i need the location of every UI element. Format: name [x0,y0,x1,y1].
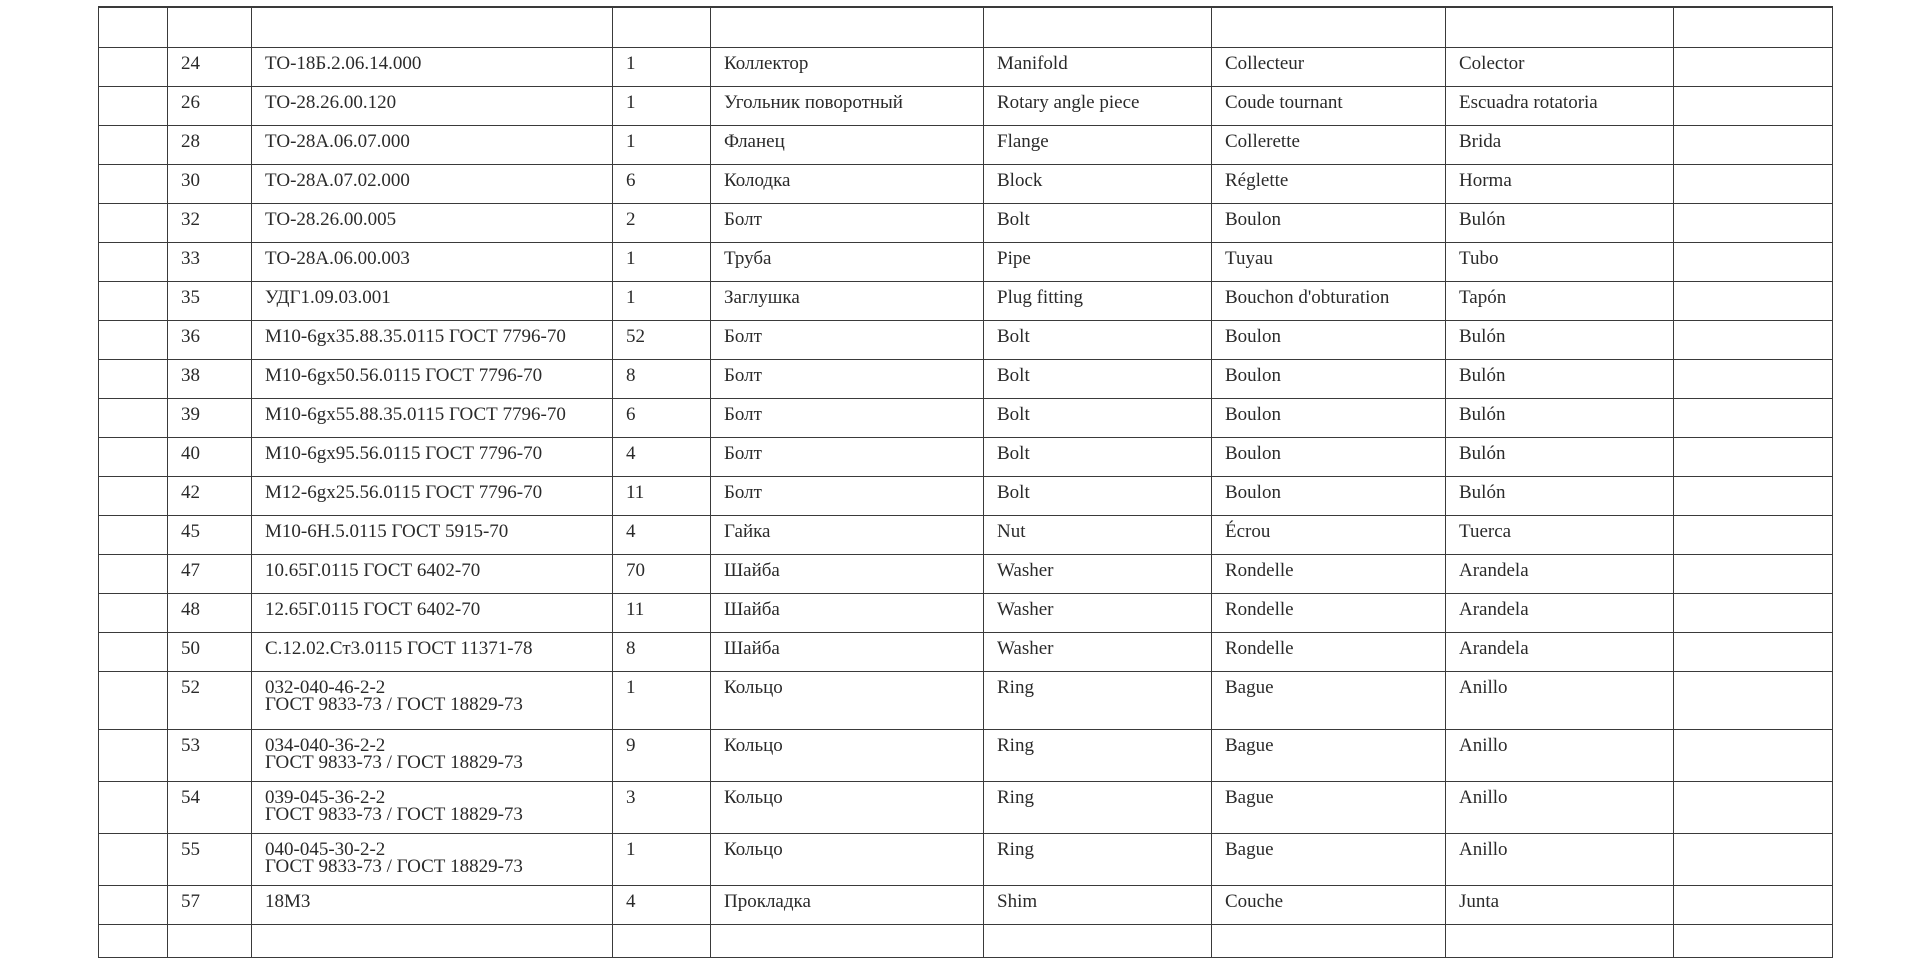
designation-line: М10-6gх55.88.35.0115 ГОСТ 7796-70 [265,403,566,425]
table-row [99,320,1833,359]
margin-cell [99,125,168,164]
name-en-cell: Bolt [984,437,1212,476]
table-row [99,885,1833,924]
notes-cell [1674,242,1833,281]
name-fr-cell: Bague [1212,781,1446,833]
name-es-cell: Brida [1446,125,1674,164]
position-cell: 57 [168,885,252,924]
quantity-cell: 1 [613,833,711,885]
margin-cell [99,86,168,125]
name-en-cell: Bolt [984,359,1212,398]
designation-cell [252,781,613,833]
notes-cell [1674,729,1833,781]
quantity-cell [613,924,711,957]
position-cell: 35 [168,281,252,320]
margin-cell [99,203,168,242]
margin-cell [99,164,168,203]
quantity-cell: 1 [613,47,711,86]
position-cell: 26 [168,86,252,125]
name-es-cell: Arandela [1446,554,1674,593]
designation-line: 034-040-36-2-2 [265,734,386,756]
designation-line: ГОСТ 9833-73 / ГОСТ 18829-73 [265,751,523,773]
table-row [99,86,1833,125]
name-ru-cell: Болт [711,437,984,476]
name-ru-cell: Болт [711,203,984,242]
name-es-cell: Arandela [1446,632,1674,671]
designation-cell [252,729,613,781]
name-en-cell: Plug fitting [984,281,1212,320]
designation-line: ГОСТ 9833-73 / ГОСТ 18829-73 [265,803,523,825]
position-cell: 45 [168,515,252,554]
designation-line: 040-045-30-2-2 [265,838,386,860]
margin-cell [99,924,168,957]
table-row [99,7,1833,47]
notes-cell [1674,320,1833,359]
name-fr-cell: Rondelle [1212,593,1446,632]
quantity-cell: 9 [613,729,711,781]
position-cell [168,924,252,957]
name-ru-cell: Шайба [711,554,984,593]
quantity-cell: 52 [613,320,711,359]
quantity-cell: 1 [613,242,711,281]
notes-cell [1674,554,1833,593]
designation-line: УДГ1.09.03.001 [265,286,391,308]
designation-line: М10-6gх50.56.0115 ГОСТ 7796-70 [265,364,543,386]
designation-line: ГОСТ 9833-73 / ГОСТ 18829-73 [265,693,523,715]
name-en-cell: Manifold [984,47,1212,86]
name-en-cell: Pipe [984,242,1212,281]
table-row [99,47,1833,86]
notes-cell [1674,281,1833,320]
position-cell: 39 [168,398,252,437]
table-row [99,632,1833,671]
name-ru-cell: Кольцо [711,781,984,833]
name-es-cell: Bulón [1446,359,1674,398]
name-es-cell: Horma [1446,164,1674,203]
position-cell: 52 [168,671,252,729]
margin-cell [99,593,168,632]
margin-cell [99,398,168,437]
table-row [99,515,1833,554]
margin-cell [99,281,168,320]
name-ru-cell: Угольник поворотный [711,86,984,125]
name-fr-cell: Couche [1212,885,1446,924]
designation-cell [252,164,613,203]
notes-cell [1674,47,1833,86]
notes-cell [1674,398,1833,437]
margin-cell [99,885,168,924]
designation-line: М10-6Н.5.0115 ГОСТ 5915-70 [265,520,509,542]
name-fr-cell: Rondelle [1212,632,1446,671]
designation-cell [252,885,613,924]
name-ru-cell: Фланец [711,125,984,164]
name-ru-cell [711,924,984,957]
name-ru-cell: Прокладка [711,885,984,924]
designation-line: 18М3 [265,890,311,912]
position-cell: 48 [168,593,252,632]
designation-cell [252,125,613,164]
margin-cell [99,554,168,593]
name-fr-cell: Boulon [1212,398,1446,437]
name-fr-cell: Collerette [1212,125,1446,164]
name-fr-cell: Boulon [1212,320,1446,359]
quantity-cell: 2 [613,203,711,242]
designation-line: 10.65Г.0115 ГОСТ 6402-70 [265,559,481,581]
quantity-cell: 8 [613,359,711,398]
table-row [99,729,1833,781]
designation-cell [252,242,613,281]
parts-table-body [99,7,1833,957]
designation-cell [252,632,613,671]
quantity-cell: 1 [613,125,711,164]
margin-cell [99,437,168,476]
quantity-cell: 4 [613,515,711,554]
table-row [99,437,1833,476]
notes-cell [1674,885,1833,924]
margin-cell [99,7,168,47]
name-fr-cell: Boulon [1212,476,1446,515]
quantity-cell: 70 [613,554,711,593]
quantity-cell: 4 [613,437,711,476]
margin-cell [99,476,168,515]
designation-cell [252,47,613,86]
name-ru-cell: Заглушка [711,281,984,320]
name-ru-cell: Болт [711,398,984,437]
designation-line: 032-040-46-2-2 [265,676,386,698]
notes-cell [1674,924,1833,957]
notes-cell [1674,125,1833,164]
margin-cell [99,242,168,281]
name-ru-cell: Коллектор [711,47,984,86]
margin-cell [99,320,168,359]
table-row [99,554,1833,593]
name-en-cell: Ring [984,833,1212,885]
name-en-cell: Washer [984,554,1212,593]
name-es-cell: Anillo [1446,671,1674,729]
margin-cell [99,781,168,833]
position-cell: 28 [168,125,252,164]
designation-cell [252,359,613,398]
designation-line: ТО-28А.06.07.000 [265,130,410,152]
name-en-cell [984,7,1212,47]
quantity-cell: 11 [613,476,711,515]
designation-line: ТО-28А.07.02.000 [265,169,410,191]
notes-cell [1674,359,1833,398]
designation-line: ТО-28.26.00.120 [265,91,397,113]
name-fr-cell [1212,924,1446,957]
designation-line: ГОСТ 9833-73 / ГОСТ 18829-73 [265,855,523,877]
position-cell: 54 [168,781,252,833]
table-row [99,924,1833,957]
name-ru-cell: Кольцо [711,729,984,781]
designation-cell [252,833,613,885]
position-cell: 33 [168,242,252,281]
position-cell: 50 [168,632,252,671]
margin-cell [99,833,168,885]
designation-line: С.12.02.Ст3.0115 ГОСТ 11371-78 [265,637,533,659]
name-es-cell: Bulón [1446,437,1674,476]
designation-line: М10-6gх95.56.0115 ГОСТ 7796-70 [265,442,543,464]
table-row [99,125,1833,164]
notes-cell [1674,7,1833,47]
name-ru-cell: Кольцо [711,671,984,729]
designation-line: М10-6gх35.88.35.0115 ГОСТ 7796-70 [265,325,566,347]
designation-line: 039-045-36-2-2 [265,786,386,808]
designation-line: М12-6gх25.56.0115 ГОСТ 7796-70 [265,481,543,503]
quantity-cell: 1 [613,671,711,729]
quantity-cell: 1 [613,86,711,125]
name-ru-cell: Колодка [711,164,984,203]
designation-cell [252,320,613,359]
notes-cell [1674,476,1833,515]
name-en-cell: Nut [984,515,1212,554]
name-en-cell: Washer [984,632,1212,671]
position-cell: 55 [168,833,252,885]
name-fr-cell: Bague [1212,671,1446,729]
name-ru-cell: Кольцо [711,833,984,885]
designation-line: ТО-18Б.2.06.14.000 [265,52,422,74]
margin-cell [99,47,168,86]
notes-cell [1674,833,1833,885]
table-row [99,281,1833,320]
name-ru-cell: Шайба [711,632,984,671]
table-row [99,359,1833,398]
designation-cell [252,398,613,437]
name-es-cell: Escuadra rotatoria [1446,86,1674,125]
designation-line: ТО-28.26.00.005 [265,208,397,230]
name-ru-cell [711,7,984,47]
name-en-cell: Bolt [984,476,1212,515]
name-en-cell: Bolt [984,320,1212,359]
quantity-cell: 3 [613,781,711,833]
table-row [99,593,1833,632]
name-es-cell: Anillo [1446,781,1674,833]
margin-cell [99,632,168,671]
name-fr-cell: Réglette [1212,164,1446,203]
name-es-cell: Anillo [1446,833,1674,885]
table-row [99,242,1833,281]
name-fr-cell: Rondelle [1212,554,1446,593]
notes-cell [1674,593,1833,632]
position-cell: 47 [168,554,252,593]
position-cell: 24 [168,47,252,86]
name-fr-cell: Tuyau [1212,242,1446,281]
quantity-cell: 4 [613,885,711,924]
designation-cell [252,515,613,554]
name-fr-cell: Boulon [1212,203,1446,242]
position-cell: 53 [168,729,252,781]
designation-cell [252,554,613,593]
name-fr-cell: Collecteur [1212,47,1446,86]
name-es-cell: Tuerca [1446,515,1674,554]
designation-cell [252,86,613,125]
name-en-cell: Flange [984,125,1212,164]
table-row [99,833,1833,885]
name-ru-cell: Болт [711,359,984,398]
position-cell: 38 [168,359,252,398]
name-en-cell: Rotary angle piece [984,86,1212,125]
notes-cell [1674,86,1833,125]
name-fr-cell: Écrou [1212,515,1446,554]
name-es-cell: Junta [1446,885,1674,924]
table-row [99,164,1833,203]
name-en-cell [984,924,1212,957]
notes-cell [1674,203,1833,242]
name-fr-cell: Boulon [1212,359,1446,398]
name-es-cell: Arandela [1446,593,1674,632]
notes-cell [1674,671,1833,729]
name-fr-cell [1212,7,1446,47]
name-es-cell: Anillo [1446,729,1674,781]
quantity-cell: 8 [613,632,711,671]
margin-cell [99,515,168,554]
name-ru-cell: Гайка [711,515,984,554]
name-en-cell: Ring [984,671,1212,729]
name-ru-cell: Болт [711,476,984,515]
designation-line: 12.65Г.0115 ГОСТ 6402-70 [265,598,481,620]
name-es-cell [1446,924,1674,957]
designation-cell [252,281,613,320]
position-cell: 40 [168,437,252,476]
table-row [99,781,1833,833]
name-es-cell: Bulón [1446,320,1674,359]
name-en-cell: Bolt [984,398,1212,437]
position-cell [168,7,252,47]
quantity-cell [613,7,711,47]
name-es-cell: Tapón [1446,281,1674,320]
name-ru-cell: Болт [711,320,984,359]
quantity-cell: 11 [613,593,711,632]
designation-line: ТО-28А.06.00.003 [265,247,410,269]
name-fr-cell: Bague [1212,729,1446,781]
position-cell: 42 [168,476,252,515]
designation-cell [252,671,613,729]
notes-cell [1674,515,1833,554]
name-fr-cell: Bague [1212,833,1446,885]
notes-cell [1674,781,1833,833]
notes-cell [1674,437,1833,476]
table-row [99,398,1833,437]
designation-cell [252,203,613,242]
name-ru-cell: Шайба [711,593,984,632]
margin-cell [99,359,168,398]
notes-cell [1674,164,1833,203]
designation-cell [252,437,613,476]
name-fr-cell: Boulon [1212,437,1446,476]
name-en-cell: Shim [984,885,1212,924]
position-cell: 32 [168,203,252,242]
table-row [99,476,1833,515]
quantity-cell: 6 [613,398,711,437]
name-en-cell: Bolt [984,203,1212,242]
notes-cell [1674,632,1833,671]
name-es-cell: Bulón [1446,398,1674,437]
quantity-cell: 1 [613,281,711,320]
designation-cell [252,7,613,47]
name-en-cell: Ring [984,781,1212,833]
table-row [99,671,1833,729]
margin-cell [99,671,168,729]
name-es-cell: Colector [1446,47,1674,86]
designation-cell [252,593,613,632]
name-es-cell: Tubo [1446,242,1674,281]
parts-table [98,6,1833,958]
name-es-cell [1446,7,1674,47]
margin-cell [99,729,168,781]
name-fr-cell: Bouchon d'obturation [1212,281,1446,320]
designation-cell [252,924,613,957]
name-fr-cell: Coude tournant [1212,86,1446,125]
position-cell: 36 [168,320,252,359]
table-row [99,203,1833,242]
quantity-cell: 6 [613,164,711,203]
position-cell: 30 [168,164,252,203]
name-en-cell: Washer [984,593,1212,632]
name-en-cell: Block [984,164,1212,203]
name-ru-cell: Труба [711,242,984,281]
designation-cell [252,476,613,515]
name-es-cell: Bulón [1446,476,1674,515]
name-es-cell: Bulón [1446,203,1674,242]
name-en-cell: Ring [984,729,1212,781]
